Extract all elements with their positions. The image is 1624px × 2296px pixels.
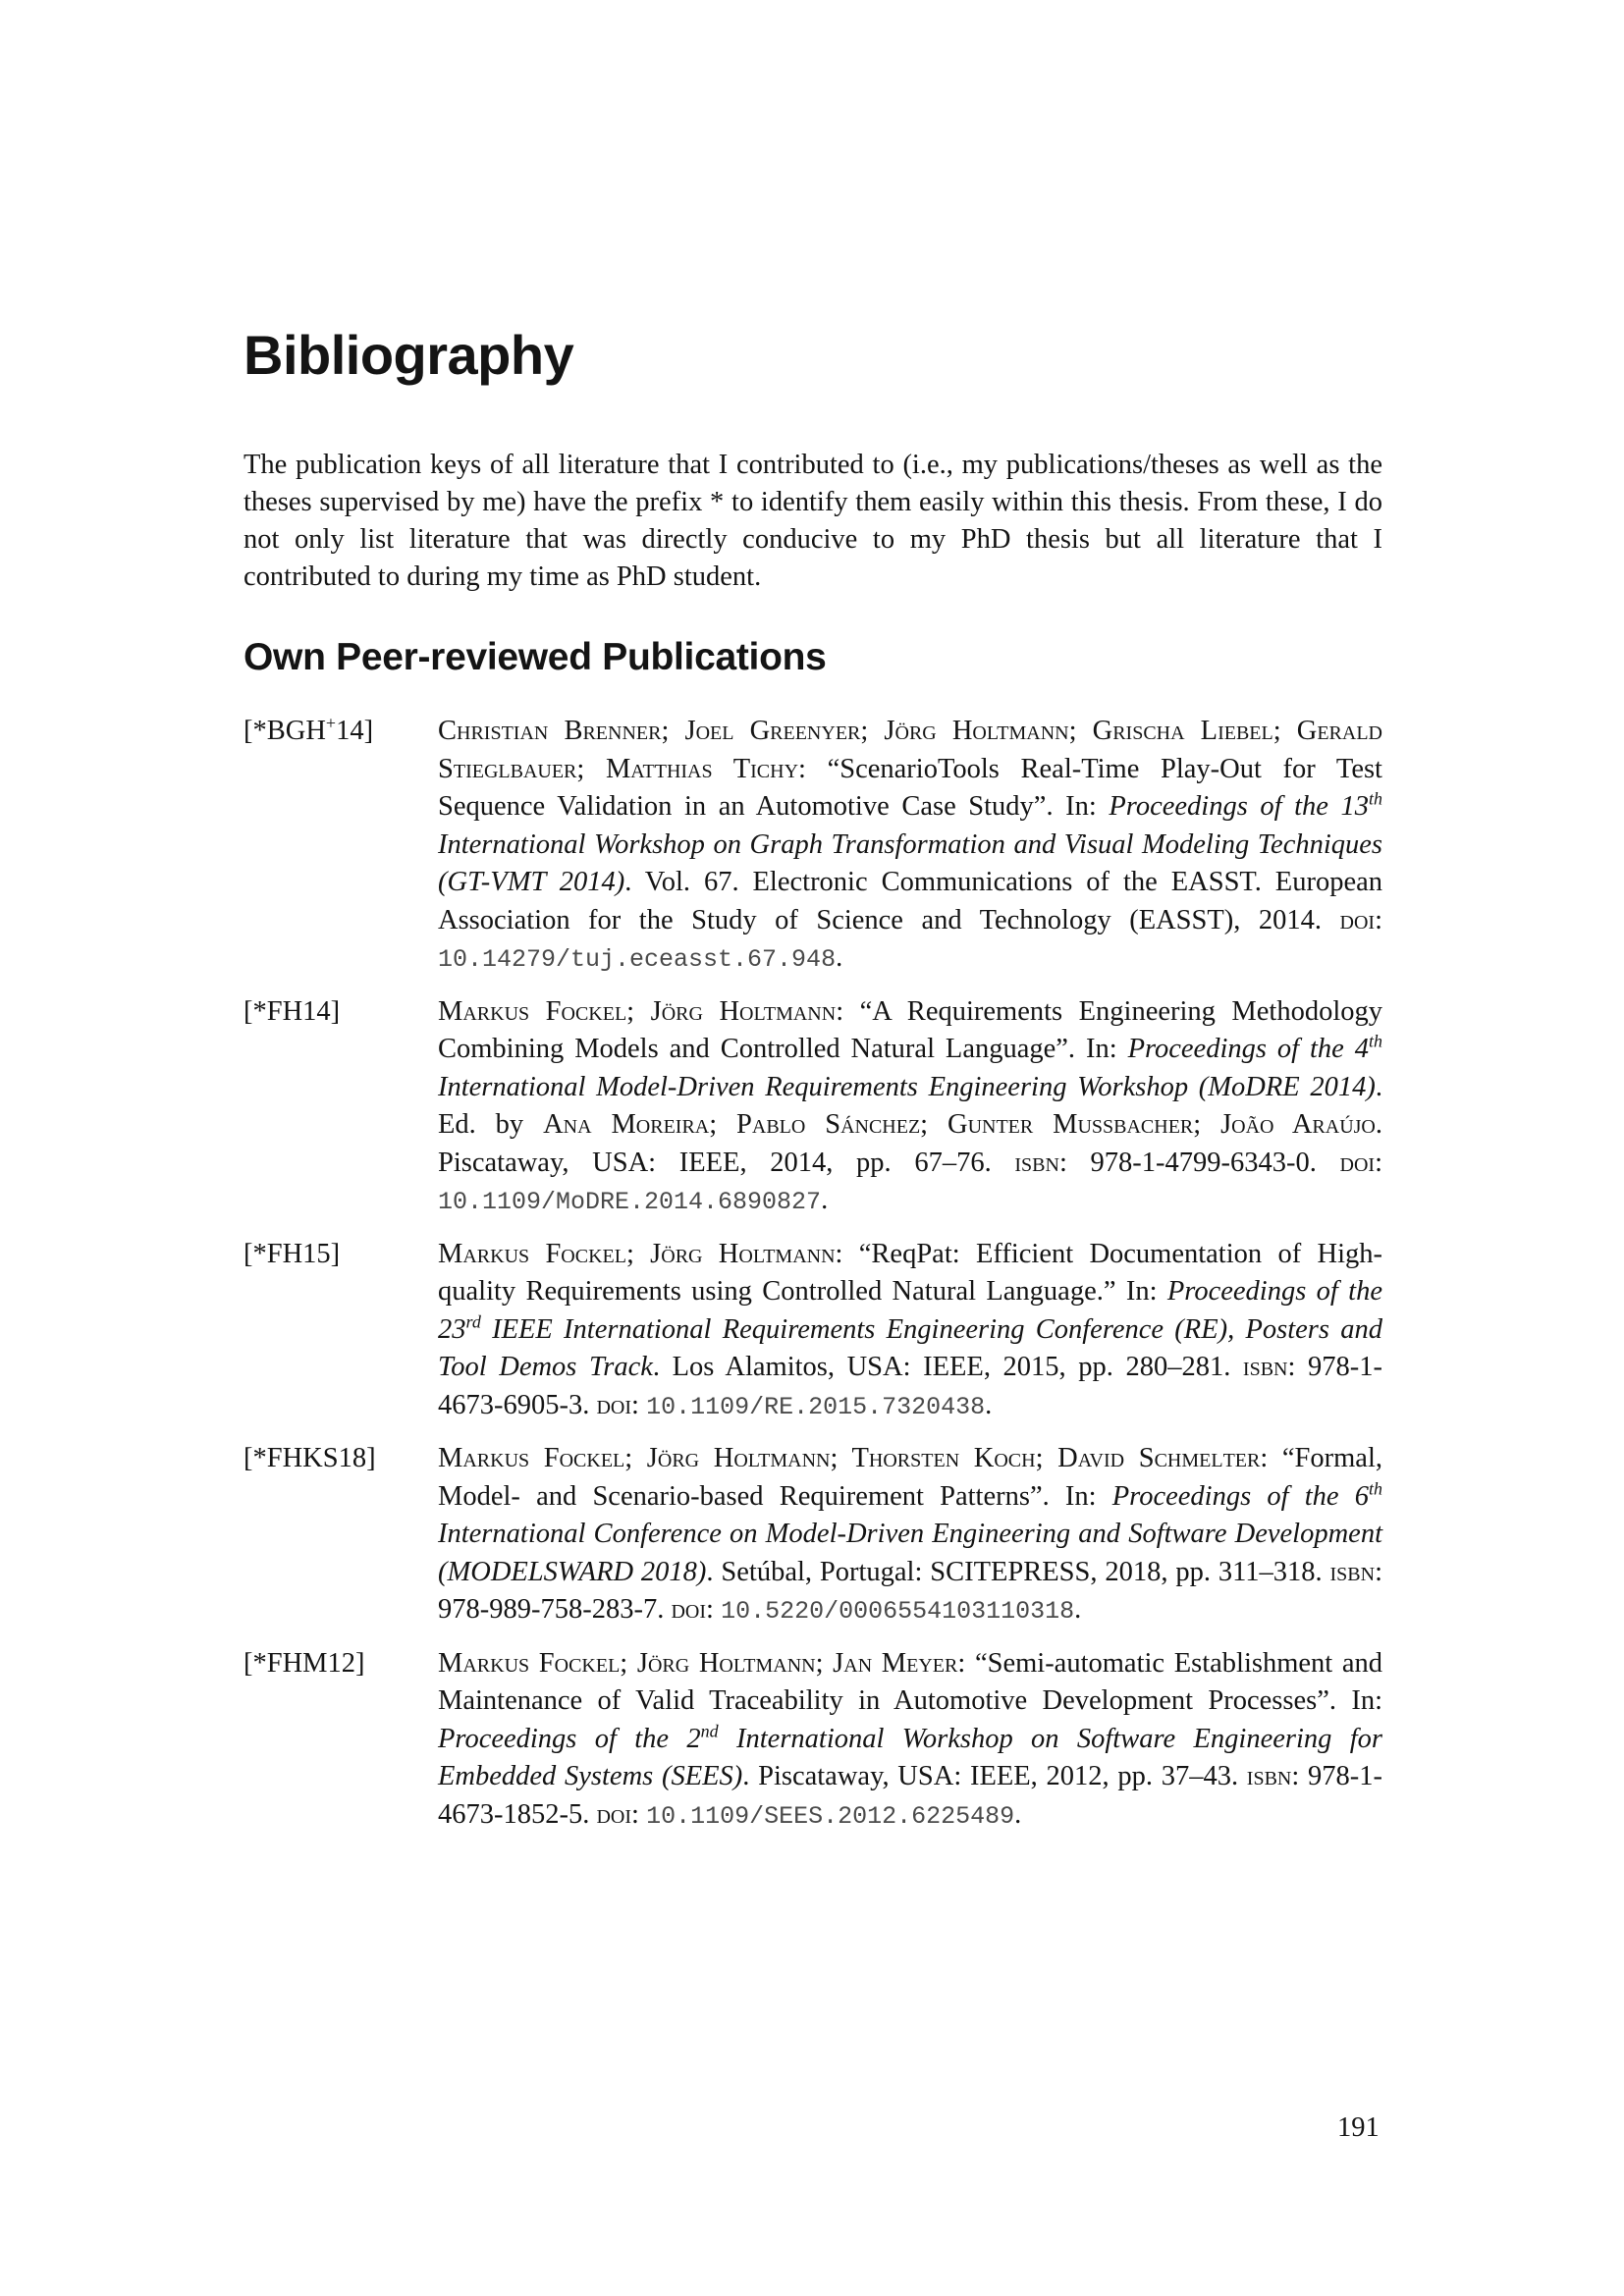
doi-label: doi bbox=[1339, 904, 1376, 935]
reference-details: . Vol. 67. Electronic Communications of the EASST. European Association for the Study of Science and Technology (EASST), 2014. bbox=[438, 867, 1382, 935]
reference-key: [*FHKS18] bbox=[244, 1443, 376, 1473]
reference-title: : “Formal, Model- and Scenario-based Requirement Patterns”. In: bbox=[438, 1443, 1383, 1512]
doi-label: doi bbox=[671, 1594, 707, 1625]
reference-entry bbox=[244, 993, 1382, 1222]
isbn-label: isbn bbox=[1246, 1761, 1292, 1791]
reference-key: [*FH15] bbox=[244, 1238, 341, 1269]
doi-link[interactable]: 10.14279/tuj.eceasst.67.948 bbox=[438, 945, 837, 974]
reference-venue: Proceedings of the 2nd International Workshop on Software Engineering for Embedded Systems (SEES) bbox=[438, 1721, 1382, 1791]
reference-editors: Ana Moreira; Pablo Sánchez; Gunter Mussbacher; João Araújo bbox=[543, 1109, 1376, 1140]
isbn-label: isbn bbox=[1242, 1352, 1288, 1382]
isbn-value: 978-1-4673-1852-5 bbox=[438, 1761, 1382, 1830]
reference-venue: Proceedings of the 6th International Conference on Model-Driven Engineering and Software Development (MODELSWARD 2018) bbox=[438, 1478, 1383, 1587]
reference-list bbox=[244, 713, 1382, 1849]
reference-details: . Piscataway, USA: IEEE, 2014, pp. 67–76. bbox=[438, 1109, 1382, 1178]
isbn-value: 978-1-4673-6905-3 bbox=[438, 1352, 1382, 1420]
reference-venue: Proceedings of the 23rd IEEE International Requirements Engineering Conference (RE), Posters and Tool Demos Track bbox=[438, 1276, 1382, 1382]
doi-label: doi bbox=[1339, 1147, 1376, 1178]
doi-link[interactable]: 10.5220/0006554103110318 bbox=[721, 1597, 1075, 1626]
reference-authors: Markus Fockel; Jörg Holtmann bbox=[438, 1238, 836, 1269]
reference-authors: Markus Fockel; Jörg Holtmann; Jan Meyer bbox=[438, 1647, 958, 1679]
isbn-value: 978-989-758-283-7 bbox=[438, 1594, 658, 1625]
doi-label: doi bbox=[596, 1389, 632, 1420]
section-heading: Own Peer-reviewed Publications bbox=[244, 636, 827, 678]
doi-link[interactable]: 10.1109/SEES.2012.6225489 bbox=[646, 1801, 1015, 1831]
reference-title: : “ScenarioTools Real-Time Play-Out for Test Sequence Validation in an Automotive Case Study”. In: bbox=[438, 753, 1382, 822]
reference-details: . Los Alamitos, USA: IEEE, 2015, pp. 280–281. bbox=[652, 1352, 1243, 1382]
intro-paragraph: The publication keys of all literature that I contributed to (i.e., my publications/theses as well as the theses supervised by me) have the prefix * to identify them easily within this thesis. From these, I do not only list literature that was directly conducive to my PhD thesis but all literature that I contributed to during my time as PhD student. bbox=[244, 450, 1382, 592]
reference-text: Markus Fockel; Jörg Holtmann; Jan Meyer: “Semi-automatic Establishment and Maintenance of Valid Traceability in Automotive Development Processes”. In: Proceedings of the 2nd International Workshop on Software Engineering for Embedded Systems (SEES). Piscataway, USA: IEEE, 2012, pp. 37–43. isbn: 978-1-4673-1852-5. doi: 10.1109/SEES.2012.6225489. bbox=[438, 1647, 1382, 1831]
reference-key: [*FHM12] bbox=[244, 1647, 365, 1679]
reference-key: [*FH14] bbox=[244, 995, 341, 1027]
reference-details: . Piscataway, USA: IEEE, 2012, pp. 37–43. bbox=[742, 1761, 1247, 1791]
reference-entry bbox=[244, 1645, 1382, 1837]
isbn-label: isbn bbox=[1329, 1556, 1376, 1587]
reference-key: [*BGH+14] bbox=[244, 713, 374, 746]
reference-text: Christian Brenner; Joel Greenyer; Jörg Holtmann; Grischa Liebel; Gerald Stieglbauer; Matthias Tichy: “ScenarioTools Real-Time Play-Out for Test Sequence Validation in an Automotive Case Study”. In: Proceedings of the 13th International Workshop on Graph Transformation and Visual Modeling Techniques (GT-VMT 2014). Vol. 67. Electronic Communications of the EASST. European Association for the Study of Science and Technology (EASST), 2014. doi: 10.14279/tuj.eceasst.67.948. bbox=[438, 716, 1382, 974]
reference-entry bbox=[244, 713, 1382, 980]
reference-text: Markus Fockel; Jörg Holtmann: “ReqPat: Efficient Documentation of High-quality Requirements using Controlled Natural Language.” In: Proceedings of the 23rd IEEE International Requirements Engineering Conference (RE), Posters and Tool Demos Track. Los Alamitos, USA: IEEE, 2015, pp. 280–281. isbn: 978-1-4673-6905-3. doi: 10.1109/RE.2015.7320438. bbox=[438, 1238, 1382, 1421]
reference-text: Markus Fockel; Jörg Holtmann; Thorsten Koch; David Schmelter: “Formal, Model- and Scenario-based Requirement Patterns”. In: Proceedings of the 6th International Conference on Model-Driven Engineering and Software Development (MODELSWARD 2018). Setúbal, Portugal: SCITEPRESS, 2018, pp. 311–318. isbn: 978-989-758-283-7. doi: 10.5220/0006554103110318. bbox=[438, 1443, 1383, 1626]
reference-entry bbox=[244, 1440, 1382, 1631]
reference-title: : “Semi-automatic Establishment and Maintenance of Valid Traceability in Automotive Development Processes”. In: bbox=[438, 1647, 1382, 1716]
reference-text: Markus Fockel; Jörg Holtmann: “A Requirements Engineering Methodology Combining Models and Controlled Natural Language”. In: Proceedings of the 4th International Model-Driven Requirements Engineering Workshop (MoDRE 2014). Ed. by Ana Moreira; Pablo Sánchez; Gunter Mussbacher; João Araújo. Piscataway, USA: IEEE, 2014, pp. 67–76. isbn: 978-1-4799-6343-0. doi: 10.1109/MoDRE.2014.6890827. bbox=[438, 995, 1383, 1216]
reference-title: : “ReqPat: Efficient Documentation of High-quality Requirements using Controlled Natural Language.” In: bbox=[438, 1238, 1382, 1307]
doi-label: doi bbox=[596, 1798, 632, 1830]
page-title: Bibliography bbox=[244, 324, 574, 386]
reference-details: . Setúbal, Portugal: SCITEPRESS, 2018, pp. 311–318. bbox=[706, 1556, 1330, 1587]
doi-link[interactable]: 10.1109/MoDRE.2014.6890827 bbox=[438, 1188, 822, 1216]
reference-authors: Markus Fockel; Jörg Holtmann bbox=[438, 995, 837, 1027]
reference-authors: Markus Fockel; Jörg Holtmann; Thorsten Koch; David Schmelter bbox=[438, 1443, 1261, 1473]
page-number: 191 bbox=[1337, 2112, 1380, 2143]
isbn-value: 978-1-4799-6343-0 bbox=[1090, 1147, 1310, 1178]
doi-link[interactable]: 10.1109/RE.2015.7320438 bbox=[646, 1392, 986, 1421]
reference-venue: Proceedings of the 4th International Model-Driven Requirements Engineering Workshop (MoDRE 2014) bbox=[438, 1031, 1382, 1102]
reference-venue: Proceedings of the 13th International Workshop on Graph Transformation and Visual Modeling Techniques (GT-VMT 2014) bbox=[438, 788, 1382, 897]
reference-authors: Christian Brenner; Joel Greenyer; Jörg Holtmann; Grischa Liebel; Gerald Stieglbauer; Matthias Tichy bbox=[438, 716, 1382, 784]
reference-title: : “A Requirements Engineering Methodology Combining Models and Controlled Natural Language”. In: bbox=[438, 995, 1383, 1064]
reference-entry bbox=[244, 1236, 1382, 1427]
isbn-label: isbn bbox=[1014, 1147, 1059, 1178]
